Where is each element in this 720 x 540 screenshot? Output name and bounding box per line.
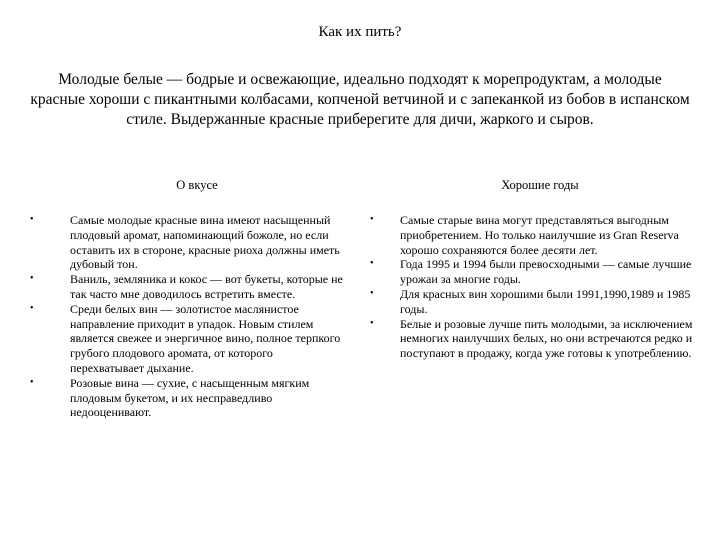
list-item-text: Белые и розовые лучше пить молодыми, за исключением немногих наилучших белых, но они встречаются редко и поступают в продажу, когда уже готовы к употреблению. — [400, 316, 693, 361]
list-item — [30, 272, 350, 302]
bullet-icon: • — [370, 258, 374, 270]
list-item-text: Самые старые вина могут представляться выгодным приобретением. Но только наилучшие из Gran Reserva хорошо сохраняются более десяти лет. — [400, 213, 679, 257]
bullet-icon: • — [370, 317, 374, 329]
bullet-icon: • — [30, 273, 34, 285]
list-item — [370, 257, 710, 287]
bullet-icon: • — [30, 214, 34, 225]
left-column-heading: О вкусе — [176, 178, 218, 192]
bullet-icon: • — [370, 287, 374, 299]
good-years-bullet-list — [370, 213, 710, 361]
bullet-icon: • — [370, 214, 374, 225]
list-item-text: Розовые вина — сухие, с насыщенным мягким плодовым букетом, и их несправедливо недооценивают. — [70, 375, 310, 420]
list-item — [30, 213, 350, 272]
list-item-text: Для красных вин хорошими были 1991,1990,1989 и 1985 годы. — [400, 286, 691, 316]
intro-paragraph: Молодые белые — бодрые и освежающие, идеально подходят к морепродуктам, а молодые красные хороши с пикантными колбасами, копченой ветчиной и с запеканкой из бобов в испанском стиле. Выдержанные красные приберегите для дичи, жаркого и сыров. — [30, 71, 690, 128]
taste-bullet-list — [30, 213, 350, 420]
page-title: Как их пить? — [318, 24, 402, 40]
list-item-text: Года 1995 и 1994 были превосходными — самые лучшие урожаи за многие годы. — [400, 257, 692, 287]
list-item — [370, 317, 710, 361]
list-item — [30, 376, 350, 420]
list-item — [30, 302, 350, 376]
list-item — [370, 287, 710, 317]
list-item-text: Ваниль, земляника и кокос — вот букеты, которые не так часто мне доводилось встретить вместе. — [70, 272, 343, 301]
bullet-icon: • — [30, 302, 34, 314]
list-item — [370, 213, 710, 257]
bullet-icon: • — [30, 376, 34, 388]
list-item-text: Самые молодые красные вина имеют насыщенный плодовый аромат, напоминающий божоле, но если оставить их в стороне, красные риоха должны иметь дубовый тон. — [70, 213, 340, 272]
right-column-heading: Хорошие годы — [501, 178, 579, 192]
list-item-text: Среди белых вин — золотистое маслянистое направление приходит в упадок. Новым стилем является свежее и энергичное вино, полное терпкого грубого плодового аромата, от которого перехватывает дыхание. — [70, 301, 341, 375]
